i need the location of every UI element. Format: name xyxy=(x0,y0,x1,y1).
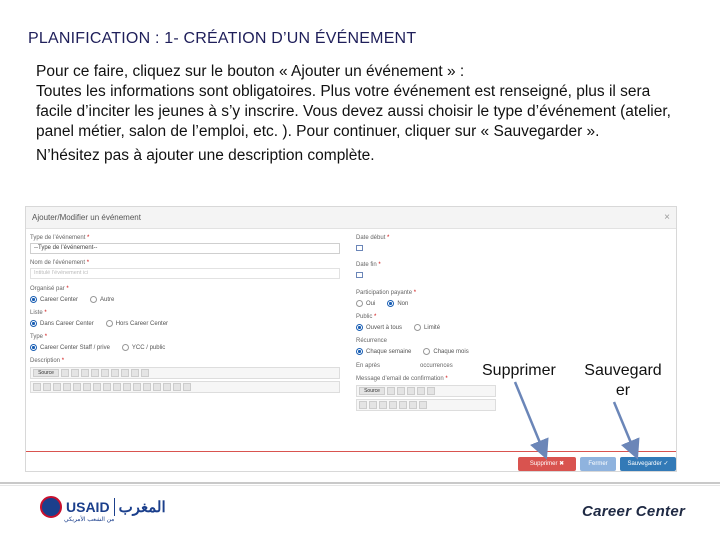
callout-sauvegarder-line1: Sauvegard xyxy=(584,362,662,379)
list-label: Liste * xyxy=(30,310,47,316)
arabic-wordmark: المغرب xyxy=(118,499,166,516)
event-type-label: Type de l’événement * xyxy=(30,235,90,241)
callout-supprimer: Supprimer xyxy=(482,362,556,379)
footer-rule-thin xyxy=(0,485,720,486)
radio-public-all[interactable]: Ouvert à tous xyxy=(356,324,402,331)
recurrence-label: Récurrence xyxy=(356,338,388,344)
arrow-to-save xyxy=(614,402,636,455)
footer-rule xyxy=(0,482,720,484)
event-type-select[interactable]: --Type de l’événement-- xyxy=(30,243,340,254)
radio-weekly[interactable]: Chaque semaine xyxy=(356,348,411,355)
event-name-label: Nom de l’événement * xyxy=(30,260,90,266)
after-value: occurrences xyxy=(420,363,453,369)
message-label: Message d’email de confirmation * xyxy=(356,376,448,382)
organized-by-label: Organisé par * xyxy=(30,286,69,292)
instruction-paragraph-1: Pour ce faire, cliquez sur le bouton « Ajouter un événement » : xyxy=(36,63,465,80)
callout-sauvegarder-line2: er xyxy=(615,382,631,399)
delete-button[interactable]: Supprimer ✖ xyxy=(518,457,576,471)
radio-staff-private[interactable]: Career Center Staff / prive xyxy=(30,344,110,351)
usaid-subtitle: من الشعب الأمريكي xyxy=(64,517,115,523)
usaid-wordmark: USAID xyxy=(66,499,110,515)
event-name-input[interactable]: Intitulé l’événement ici xyxy=(30,268,340,279)
public-label: Public * xyxy=(356,314,377,320)
form-title: Ajouter/Modifier un événement xyxy=(32,213,141,222)
radio-ycc-public[interactable]: YCC / public xyxy=(122,344,165,351)
end-date-label: Date fin * xyxy=(356,262,381,268)
radio-paid-yes[interactable]: Oui xyxy=(356,300,375,307)
close-button[interactable]: Fermer xyxy=(580,457,616,471)
radio-career-center[interactable]: Career Center xyxy=(30,296,78,303)
after-label: En après xyxy=(356,363,381,369)
logo-separator xyxy=(114,498,115,516)
paid-label: Participation payante * xyxy=(356,290,417,296)
career-center-logo: Career Center xyxy=(582,503,686,520)
radio-out-career-center[interactable]: Hors Career Center xyxy=(106,320,168,327)
description-label: Description * xyxy=(30,358,65,364)
instruction-paragraph-3: N’hésitez pas à ajouter une description complète. xyxy=(36,147,375,164)
usaid-seal-icon xyxy=(40,496,62,518)
close-icon[interactable]: × xyxy=(664,212,670,223)
radio-autre[interactable]: Autre xyxy=(90,296,114,303)
save-button[interactable]: Sauvegarder ✓ xyxy=(620,457,676,471)
radio-in-career-center[interactable]: Dans Career Center xyxy=(30,320,94,327)
radio-public-limited[interactable]: Limité xyxy=(414,324,440,331)
source-button[interactable]: Source xyxy=(359,387,385,395)
instruction-paragraph-2: Toutes les informations sont obligatoires. Plus votre événement est renseigné, plus il sera facile d’inciter les jeunes à s’y inscrire. Vous devez aussi choisir le type d’événement (atelier, panel métier, salon de l’emploi, etc. ). Pour continuer, cliquer sur « Sauvegarder ». xyxy=(36,83,671,140)
radio-monthly[interactable]: Chaque mois xyxy=(423,348,468,355)
usaid-logo xyxy=(40,496,166,518)
type-label: Type * xyxy=(30,334,48,340)
slide-title: PLANIFICATION : 1- CRÉATION D’UN ÉVÉNEMENT xyxy=(28,30,417,47)
source-button[interactable]: Source xyxy=(33,369,59,377)
radio-paid-no[interactable]: Non xyxy=(387,300,408,307)
start-date-label: Date début * xyxy=(356,235,390,241)
arrow-to-delete xyxy=(515,382,545,455)
